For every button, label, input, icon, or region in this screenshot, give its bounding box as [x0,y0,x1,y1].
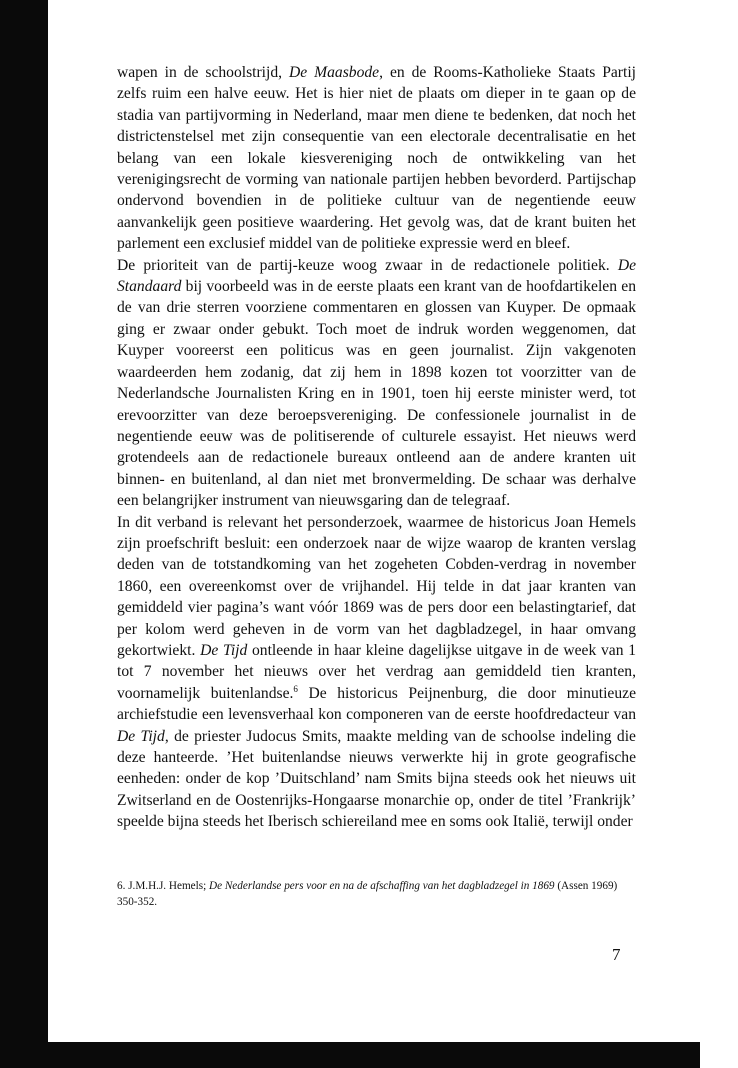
newspaper-title: De Tijd [117,727,165,745]
text-run: , de priester Judocus Smits, maakte melding van de schoolse indeling die deze hanteerde. ’Het buitenlandse nieuws verwerkte hij in grote geografische eenheden: onder de kop ’Duitschland’ nam Smits bijna steeds ook het nieuws uit Zwitserland en de Oostenrijks-Hongaarse monarchie op, onder de titel ’Frankrijk’ speelde bijna steeds het Iberisch schiereiland mee en soms ook Italië, terwijl onder [117,727,636,831]
text-run: In dit verband is relevant het personderzoek, waarmee de historicus Joan Hemels zijn proefschrift besluit: een onderzoek naar de wijze waarop de kranten verslag deden van de totstandkoming van het zogeheten Cobden-verdrag in november 1860, een overeenkomst over de vrijhandel. Hij telde in dat jaar kranten van gemiddeld vier pagina’s want vóór 1869 was de pers door een belastingtarief, dat per kolom werd geheven in de vorm van het dagbladzegel, in haar omvang gekortwiekt. [117,513,636,659]
footnote [117,878,636,910]
paragraph-2 [117,255,636,512]
newspaper-title: De Standaard [117,256,636,296]
newspaper-title: De Maasbode [289,64,380,81]
paragraph-1 [117,62,636,255]
footnote-reference: 6 [293,683,298,694]
body-text [117,62,636,833]
text-run: wapen in de schoolstrijd, [117,64,289,81]
paragraph-3 [117,512,636,833]
newspaper-title: De Tijd [200,641,248,659]
text-run: De historicus Peijnenburg, die door minutieuze archiefstudie een levensverhaal kon componeren van de eerste hoofdredacteur van [117,684,636,724]
footnote-book-title: De Nederlandse pers voor en na de afschaffing van het dagbladzegel in 1869 [209,880,555,892]
footnote-text: (Assen 1969) 350-352. [117,880,618,908]
text-run: ontleende in haar kleine dagelijkse uitgave in de week van 1 tot 7 november het nieuws over het verdrag aan gemiddeld tien kranten, voornamelijk buitenlandse. [117,641,636,702]
text-run: bij voorbeeld was in de eerste plaats een krant van de hoofdartikelen en de van drie sterren voorziene commentaren en glossen van Kuyper. De opmaak ging er zwaar onder gebukt. Toch moet de indruk worden weggenomen, dat Kuyper vooreerst een politicus was en geen journalist. Zijn vakgenoten waardeerden hem zodanig, dat zij hem in 1898 kozen tot voorzitter van de Nederlandsche Journalisten Kring en in 1901, toen hij eerste minister werd, tot erevoorzitter van deze beroepsvereniging. De confessionele journalist in de negentiende eeuw was de politiserende of culturele essayist. Het nieuws werd grotendeels aan de redactionele bureaux ontleend aan de andere kranten uit binnen- en buitenland, al dan niet met bronvermelding. De schaar was derhalve een belangrijker instrument van nieuwsgaring dan de telegraaf. [117,278,636,510]
text-run: De prioriteit van de partij-keuze woog zwaar in de redactionele politiek. [117,256,618,274]
footnote-text: 6. J.M.H.J. Hemels; [117,880,209,892]
scan-border-left [0,0,48,1068]
page-number: 7 [612,945,621,964]
text-run: , en de Rooms-Katholieke Staats Partij zelfs ruim een halve eeuw. Het is hier niet de plaats om dieper in te gaan op de stadia van partijvorming in Nederland, maar men diene te bedenken, dat noch het districtenstelsel met zijn consequentie van een electorale decentralisatie en het belang van een lokale kiesvereniging noch de ontwikkeling van het verenigingsrecht de vorming van nationale partijen hebben bevorderd. Partijschap ondervond bovendien in de politieke cultuur van de negentiende eeuw aanvankelijk geen positieve waardering. Het gevolg was, dat de krant buiten het parlement een exclusief middel van de politieke expressie werd en bleef. [117,64,636,253]
scan-border-bottom [0,1042,700,1068]
